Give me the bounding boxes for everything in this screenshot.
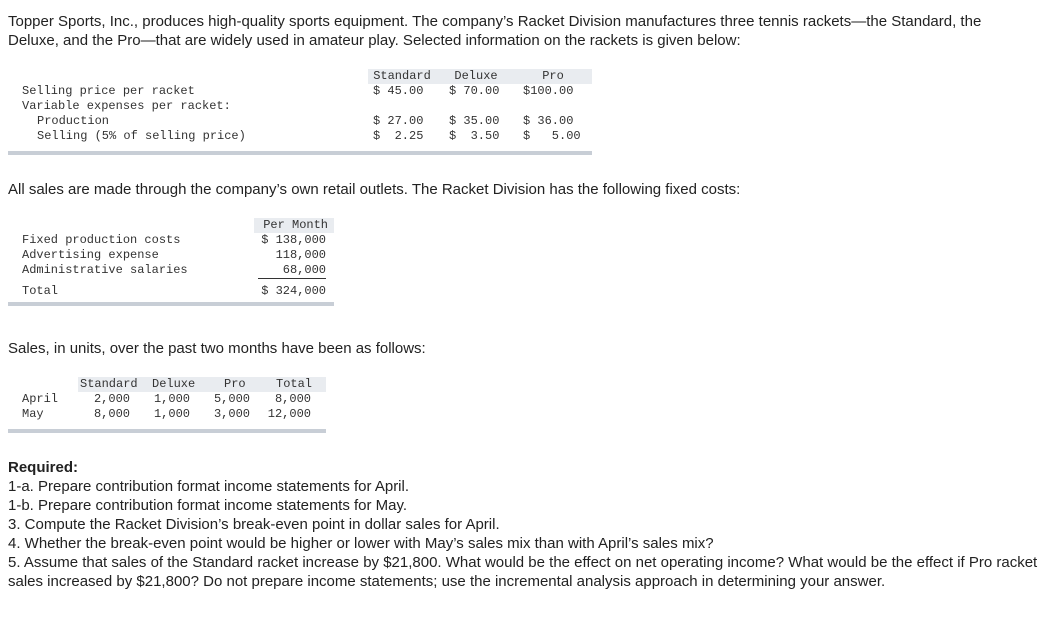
rackets-col-pro: Pro bbox=[542, 69, 564, 83]
rackets-row-label: Production bbox=[37, 114, 110, 128]
rackets-cell: $ 70.00 bbox=[449, 84, 500, 98]
rackets-table bbox=[8, 69, 592, 155]
sales-cell: 1,000 bbox=[153, 392, 190, 406]
fixed-costs-row-label: Advertising expense bbox=[22, 248, 159, 262]
rackets-row-label: Selling price per racket bbox=[22, 84, 195, 98]
fixed-costs-row-label: Fixed production costs bbox=[22, 233, 181, 247]
sales-row-label: May bbox=[22, 407, 44, 421]
rackets-cell: $ 27.00 bbox=[373, 114, 424, 128]
fixed-costs-bottom-rule bbox=[8, 302, 334, 306]
rackets-table-bottom-rule bbox=[8, 151, 592, 155]
rackets-cell: $ 35.00 bbox=[449, 114, 500, 128]
sales-cell: 1,000 bbox=[153, 407, 190, 421]
rackets-col-standard: Standard bbox=[373, 69, 431, 83]
rackets-cell: $ 3.50 bbox=[449, 129, 500, 143]
fixed-costs-value: 68,000 bbox=[258, 263, 326, 279]
fixed-costs-table bbox=[8, 218, 334, 306]
required-item-4: 4. Whether the break-even point would be higher or lower with May’s sales mix than with April’s sales mix? bbox=[8, 535, 714, 552]
fixed-costs-col-per-month: Per Month bbox=[263, 218, 328, 232]
rackets-cell: $ 2.25 bbox=[373, 129, 424, 143]
sales-cell: 8,000 bbox=[93, 407, 130, 421]
required-section bbox=[8, 458, 1038, 591]
sales-cell: 8,000 bbox=[274, 392, 311, 406]
sales-col-deluxe: Deluxe bbox=[152, 377, 196, 391]
fixed-costs-row-label: Administrative salaries bbox=[22, 263, 188, 277]
sales-paragraph: Sales, in units, over the past two months have been as follows: bbox=[8, 340, 426, 357]
required-item-3: 3. Compute the Racket Division’s break-even point in dollar sales for April. bbox=[8, 516, 500, 533]
sales-col-standard: Standard bbox=[80, 377, 138, 391]
required-item-1a: 1-a. Prepare contribution format income statements for April. bbox=[8, 478, 410, 495]
intro-paragraph: Topper Sports, Inc., produces high-quality sports equipment. The company’s Racket Division manufactures three tennis rackets—the Standard, the Deluxe, and the Pro—that are widely used in amateur play. Selected information on the rackets is given below: bbox=[8, 13, 982, 49]
sales-cell: 5,000 bbox=[213, 392, 250, 406]
rackets-cell: $ 5.00 bbox=[523, 129, 581, 143]
required-title: Required: bbox=[8, 459, 79, 476]
sales-cell: 2,000 bbox=[93, 392, 130, 406]
fixed-costs-value: $ 138,000 bbox=[261, 233, 326, 247]
sales-cell: 12,000 bbox=[267, 407, 311, 421]
rackets-cell: $ 45.00 bbox=[373, 84, 424, 98]
fixed-costs-paragraph: All sales are made through the company’s own retail outlets. The Racket Division has the following fixed costs: bbox=[8, 181, 741, 198]
rackets-cell: $ 36.00 bbox=[523, 114, 574, 128]
required-item-5: 5. Assume that sales of the Standard racket increase by $21,800. What would be the effect on net operating income? What would be the effect if Pro racket sales increased by $21,800? Do not prepare income statements; use the incremental analysis approach in determining your answer. bbox=[8, 554, 1038, 590]
required-item-1b: 1-b. Prepare contribution format income statements for May. bbox=[8, 497, 408, 514]
sales-col-pro: Pro bbox=[224, 377, 246, 391]
sales-table bbox=[8, 377, 326, 435]
fixed-costs-value: 118,000 bbox=[275, 248, 326, 262]
fixed-costs-total-value: $ 324,000 bbox=[261, 284, 326, 298]
rackets-cell: $100.00 bbox=[523, 84, 574, 98]
fixed-costs-row-label: Total bbox=[22, 284, 59, 298]
rackets-row-label: Variable expenses per racket: bbox=[22, 99, 231, 113]
sales-table-bottom-rule bbox=[8, 429, 326, 433]
rackets-col-deluxe: Deluxe bbox=[454, 69, 498, 83]
sales-row-label: April bbox=[22, 392, 59, 406]
rackets-row-label: Selling (5% of selling price) bbox=[37, 129, 246, 143]
sales-cell: 3,000 bbox=[213, 407, 250, 421]
sales-col-total: Total bbox=[276, 377, 313, 391]
